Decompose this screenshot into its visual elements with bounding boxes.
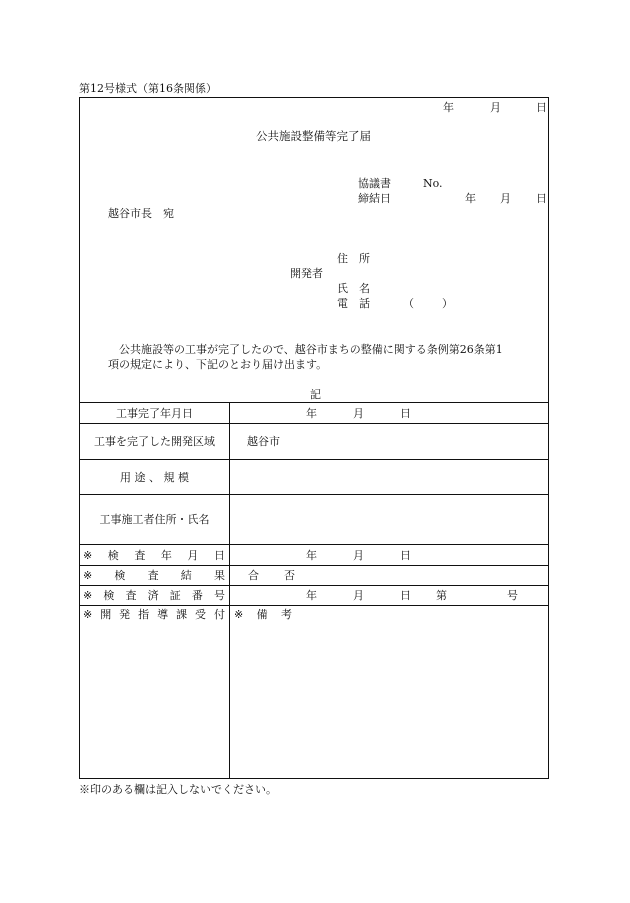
form-number: 第12号様式（第16条関係） xyxy=(79,82,217,95)
phone-paren-close: ） xyxy=(442,297,453,310)
certificate-go: 号 xyxy=(507,589,518,602)
contractor-label: 工事施工者住所・氏名 xyxy=(99,513,210,526)
certificate-dai: 第 xyxy=(436,589,447,602)
label-char: ※ xyxy=(83,568,93,582)
label-char: 結 xyxy=(180,569,192,582)
label-char: 年 xyxy=(160,549,172,562)
label-char: 受 xyxy=(195,608,207,621)
date-month: 月 xyxy=(490,101,501,114)
agreement-month: 月 xyxy=(500,192,511,205)
area-value: 越谷市 xyxy=(247,435,280,448)
label-char: 指 xyxy=(138,608,150,621)
ki-label: 記 xyxy=(310,388,321,401)
body-text-line2: 項の規定により、下記のとおり届け出ます。 xyxy=(108,358,328,371)
developer-address-label: 住 所 xyxy=(337,252,370,265)
certificate-day: 日 xyxy=(400,589,411,602)
agreement-concluded-label: 締結日 xyxy=(358,192,391,205)
label-char: 果 xyxy=(213,569,225,582)
body-text-line1: 公共施設等の工事が完了したので、越谷市まちの整備に関する条例第26条第1 xyxy=(119,343,503,356)
phone-paren-open: （ xyxy=(403,297,414,310)
result-pass: 合 xyxy=(248,569,259,582)
agreement-doc-label: 協議書 xyxy=(358,177,391,190)
addressee: 越谷市長 宛 xyxy=(108,207,174,220)
label-char: 査 xyxy=(134,549,146,562)
agreement-year: 年 xyxy=(465,192,476,205)
completion-date-day: 日 xyxy=(400,407,411,420)
developer-phone-label: 電 話 xyxy=(337,297,370,310)
label-char: 査 xyxy=(147,569,159,582)
label-char: 済 xyxy=(147,589,159,602)
label-char: 付 xyxy=(214,608,225,621)
label-char: ※ xyxy=(83,607,93,621)
remarks-label xyxy=(234,605,292,623)
label-char: 号 xyxy=(213,589,225,602)
label-char: ※ xyxy=(234,607,244,621)
completion-date-year: 年 xyxy=(306,407,317,420)
footnote: ※印のある欄は記入しないでください。 xyxy=(79,783,277,796)
label-char: 課 xyxy=(176,608,188,621)
label-char: 日 xyxy=(213,549,225,562)
label-char: 検 xyxy=(103,589,115,602)
agreement-no-label: No. xyxy=(423,177,443,190)
result-fail: 否 xyxy=(284,569,295,582)
date-year: 年 xyxy=(443,101,454,114)
developer-name-label: 氏 名 xyxy=(337,282,370,295)
label-char: 証 xyxy=(169,589,181,602)
inspection-date-month: 月 xyxy=(353,549,364,562)
label-char: 検 xyxy=(114,569,126,582)
label-char: 開 xyxy=(100,608,112,621)
table-column-divider xyxy=(229,402,230,779)
label-char: 検 xyxy=(107,549,119,562)
label-char: 考 xyxy=(281,608,292,621)
label-char: 備 xyxy=(256,608,268,621)
certificate-month: 月 xyxy=(353,589,364,602)
label-char: 番 xyxy=(191,589,203,602)
area-label: 工事を完了した開発区域 xyxy=(94,435,215,448)
label-char: ※ xyxy=(83,588,93,602)
completion-date-label: 工事完了年月日 xyxy=(116,406,193,420)
label-char: 導 xyxy=(157,608,169,621)
form-title: 公共施設整備等完了届 xyxy=(256,129,371,143)
inspection-date-label xyxy=(83,545,225,565)
date-day: 日 xyxy=(536,101,547,114)
completion-date-month: 月 xyxy=(353,407,364,420)
inspection-date-year: 年 xyxy=(306,549,317,562)
developer-group-label: 開発者 xyxy=(290,267,323,280)
certificate-year: 年 xyxy=(306,589,317,602)
label-char: 査 xyxy=(125,589,137,602)
certificate-label xyxy=(83,585,225,605)
label-char: ※ xyxy=(83,548,93,562)
agreement-day: 日 xyxy=(536,192,547,205)
label-char: 発 xyxy=(119,608,131,621)
inspection-date-day: 日 xyxy=(400,549,411,562)
inspection-result-label xyxy=(83,565,225,585)
usage-label: 用 途 、 規 模 xyxy=(120,470,189,484)
label-char: 月 xyxy=(187,549,199,562)
reception-label xyxy=(83,605,225,623)
